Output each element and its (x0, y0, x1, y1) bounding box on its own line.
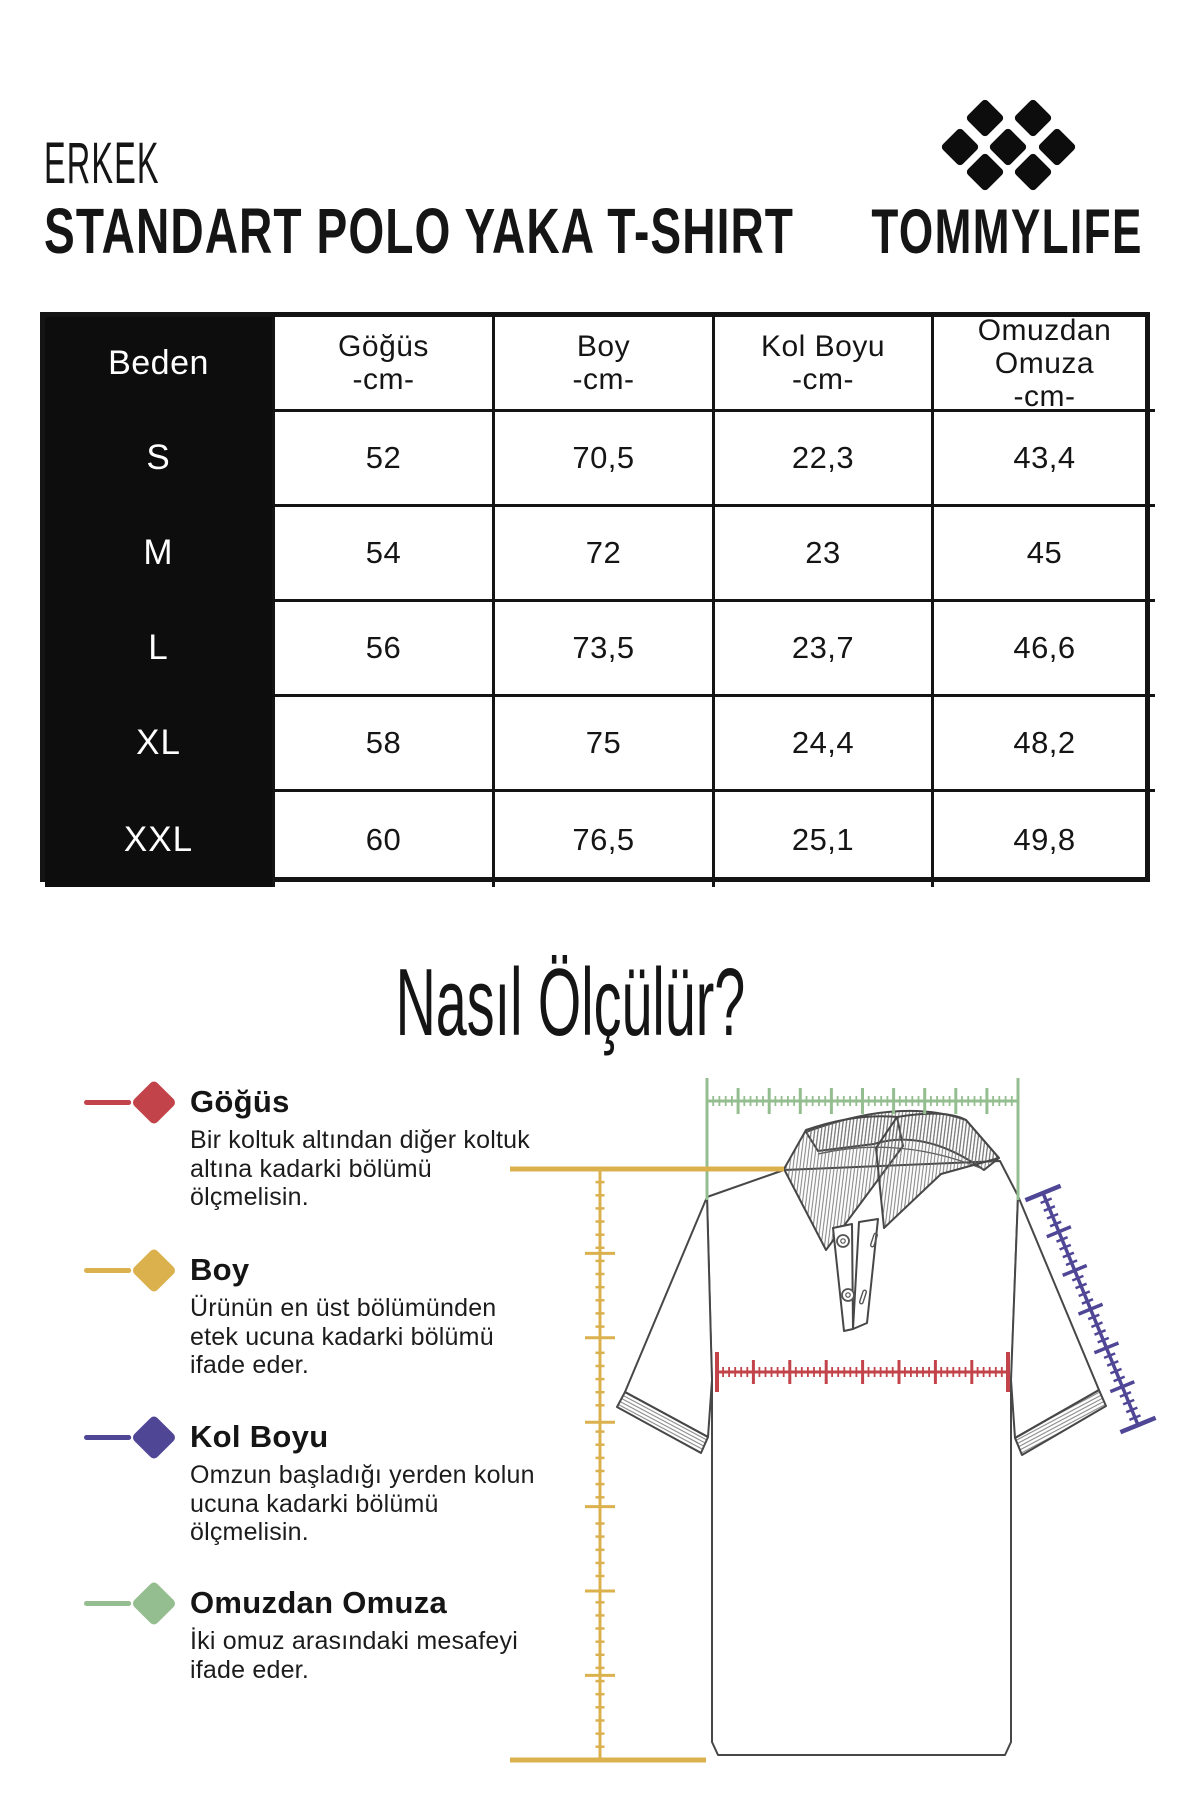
product-title-text: STANDART POLO YAKA T-SHIRT (44, 195, 795, 267)
legend-label: Kol Boyu (190, 1419, 329, 1454)
omuzdan-omuza-ruler (707, 1088, 1018, 1114)
polo-shirt-drawing (617, 1111, 1106, 1755)
legend-description: Ürünün en üst bölümünden etek ucuna kadarki bölümü ifade eder. (190, 1294, 497, 1379)
table-cell: 43,4 (934, 412, 1155, 507)
table-cell: 23 (715, 507, 934, 602)
table-cell: 75 (495, 697, 715, 792)
column-header-gogus: Göğüs -cm- (275, 317, 495, 412)
legend-description: Omzun başladığı yerden kolun ucuna kadarki bölümü ölçmelisin. (190, 1461, 535, 1546)
table-cell: 23,7 (715, 602, 934, 697)
table-cell: 56 (275, 602, 495, 697)
unit-label: -cm- (352, 363, 415, 396)
legend-description: Bir koltuk altından diğer koltuk altına kadarki bölümü ölçmelisin. (190, 1126, 530, 1211)
column-header-boy: Boy -cm- (495, 317, 715, 412)
size-row-label: XXL (45, 792, 275, 887)
size-table-corner-header: Beden (45, 317, 275, 412)
column-header-kol-boyu: Kol Boyu -cm- (715, 317, 934, 412)
table-cell: 60 (275, 792, 495, 887)
button (837, 1235, 849, 1247)
table-cell: 72 (495, 507, 715, 602)
size-row-label: L (45, 602, 275, 697)
table-cell: 58 (275, 697, 495, 792)
table-cell: 45 (934, 507, 1155, 602)
brand-wordmark-text: TOMMYLIFE (871, 197, 1143, 267)
unit-label: -cm- (572, 363, 635, 396)
size-row-label: M (45, 507, 275, 602)
category-text: ERKEK (44, 131, 160, 196)
unit-label: -cm- (792, 363, 854, 396)
unit-label: -cm- (1013, 379, 1076, 413)
table-cell: 48,2 (934, 697, 1155, 792)
table-cell: 49,8 (1013, 821, 1076, 857)
table-cell: 73,5 (495, 602, 715, 697)
size-row-label: S (45, 412, 275, 507)
column-header-omuzdan-omuza: Omuzdan Omuza -cm- (934, 317, 1155, 412)
table-cell: 52 (275, 412, 495, 507)
table-cell: 22,3 (715, 412, 934, 507)
how-to-measure-title: Nasıl Ölçülür? (395, 949, 745, 1056)
legend-label: Göğüs (190, 1084, 290, 1119)
legend-label: Omuzdan Omuza (190, 1585, 448, 1620)
table-cell: 70,5 (495, 412, 715, 507)
table-cell: 46,6 (934, 602, 1155, 697)
table-cell: 54 (275, 507, 495, 602)
size-row-label: XL (45, 697, 275, 792)
table-cell: 25,1 (715, 792, 934, 887)
legend-description: İki omuz arasındaki mesafeyi ifade eder. (190, 1627, 518, 1684)
table-cell: 24,4 (715, 697, 934, 792)
legend-label: Boy (190, 1252, 250, 1287)
table-cell: 76,5 (495, 792, 715, 887)
button (842, 1289, 854, 1301)
boy-ruler (585, 1169, 615, 1760)
